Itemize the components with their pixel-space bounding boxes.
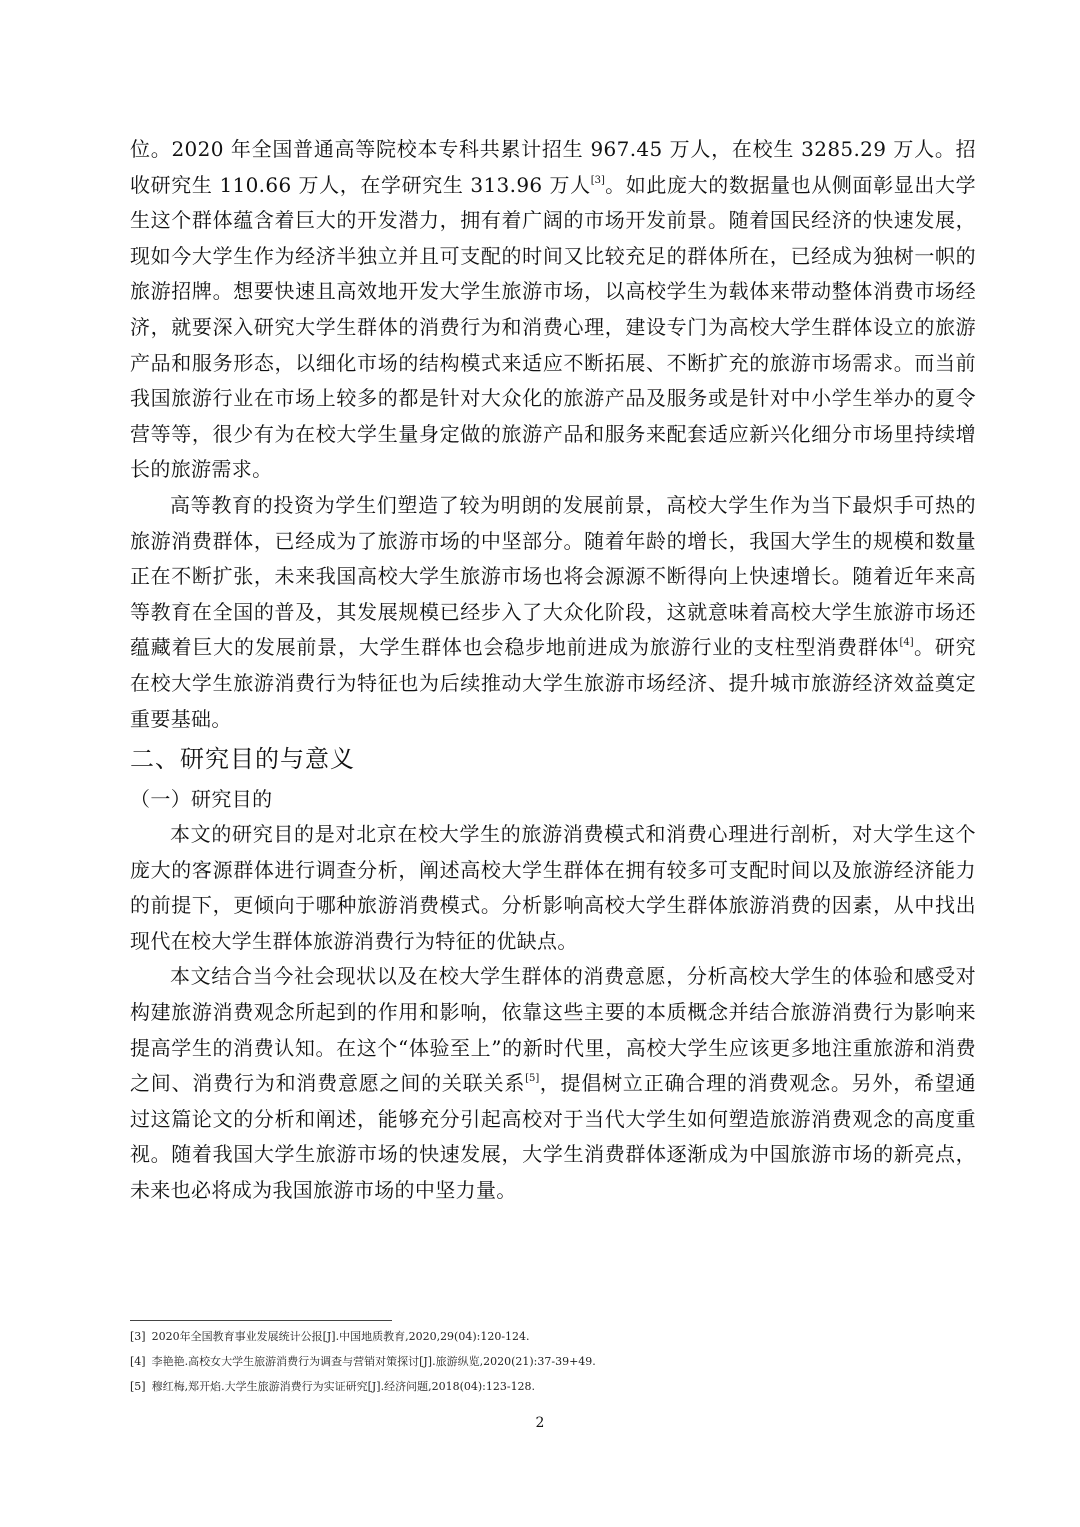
page-number: 2 bbox=[535, 1415, 545, 1431]
paragraph-1: 位。2020 年全国普通高等院校本专科共累计招生 967.45 万人，在校生 3285.29 万人。招收研究生 110.66 万人，在学研究生 313.96 万人[3]。如此庞大的数据量也从侧面彰显出大学生这个群体蕴含着巨大的开发潜力，拥有着广阔的市场开发前景。随着国民经济的快速发展，现如今大学生作为经济半独立并且可支配的时间又比较充足的群体所在，已经成为独树一帜的旅游招牌。想要快速且高效地开发大学生旅游市场，以高校学生为载体来带动整体消费市场经济，就要深入研究大学生群体的消费行为和消费心理，建设专门为高校大学生群体设立的旅游产品和服务形态，以细化市场的结构模式来适应不断拓展、不断扩充的旅游市场需求。而当前我国旅游行业在市场上较多的都是针对大众化的旅游产品及服务或是针对中小学生举办的夏令营等等，很少有为在校大学生量身定做的旅游产品和服务来配套适应新兴化细分市场里持续增长的旅游需求。 bbox=[130, 137, 976, 482]
subsection-heading: （一）研究目的 bbox=[130, 787, 273, 812]
citation-3: [3] bbox=[590, 174, 605, 186]
paragraph-4: 本文结合当今社会现状以及在校大学生群体的消费意愿，分析高校大学生的体验和感受对构建旅游消费观念所起到的作用和影响，依靠这些主要的本质概念并结合旅游消费行为影响来提高学生的消费认知。在这个“体验至上”的新时代里，高校大学生应该更多地注重旅游和消费之间、消费行为和消费意愿之间的关联关系[5]，提倡树立正确合理的消费观念。另外，希望通过这篇论文的分析和阐述，能够充分引起高校对于当代大学生如何塑造旅游消费观念的高度重视。随着我国大学生旅游市场的快速发展，大学生消费群体逐渐成为中国旅游市场的新亮点，未来也必将成为我国旅游市场的中坚力量。 bbox=[130, 964, 976, 1203]
citation-4: [4] bbox=[899, 637, 914, 649]
paragraph-2: 高等教育的投资为学生们塑造了较为明朗的发展前景，高校大学生作为当下最炽手可热的旅游消费群体，已经成为了旅游市场的中坚部分。随着年龄的增长，我国大学生的规模和数量正在不断扩张，未来我国高校大学生旅游市场也将会源源不断得向上快速增长。随着近年来高等教育在全国的普及，其发展规模已经步入了大众化阶段，这就意味着高校大学生旅游市场还蕴藏着巨大的发展前景，大学生群体也会稳步地前进成为旅游行业的支柱型消费群体[4]。研究在校大学生旅游消费行为特征也为后续推动大学生旅游市场经济、提升城市旅游经济效益奠定重要基础。 bbox=[130, 492, 976, 731]
section-heading: 二、研究目的与意义 bbox=[130, 745, 355, 774]
footnote-4: [4] 李艳艳.高校女大学生旅游消费行为调查与营销对策探讨[J].旅游纵览,2020(21):37-39+49. bbox=[130, 1355, 596, 1368]
footnote-3: [3] 2020年全国教育事业发展统计公报[J].中国地质教育,2020,29(04):120-124. bbox=[130, 1330, 530, 1343]
citation-5: [5] bbox=[525, 1073, 540, 1085]
footnote-divider bbox=[130, 1320, 392, 1321]
body-text bbox=[130, 132, 976, 1209]
footnote-5: [5] 穆红梅,郑开焰.大学生旅游消费行为实证研究[J].经济问题,2018(04):123-128. bbox=[130, 1380, 536, 1393]
footnotes bbox=[130, 1330, 976, 1405]
paragraph-3: 本文的研究目的是对北京在校大学生的旅游消费模式和消费心理进行剖析，对大学生这个庞大的客源群体进行调查分析，阐述高校大学生群体在拥有较多可支配时间以及旅游经济能力的前提下，更倾向于哪种旅游消费模式。分析影响高校大学生群体旅游消费的因素，从中找出现代在校大学生群体旅游消费行为特征的优缺点。 bbox=[130, 822, 976, 953]
